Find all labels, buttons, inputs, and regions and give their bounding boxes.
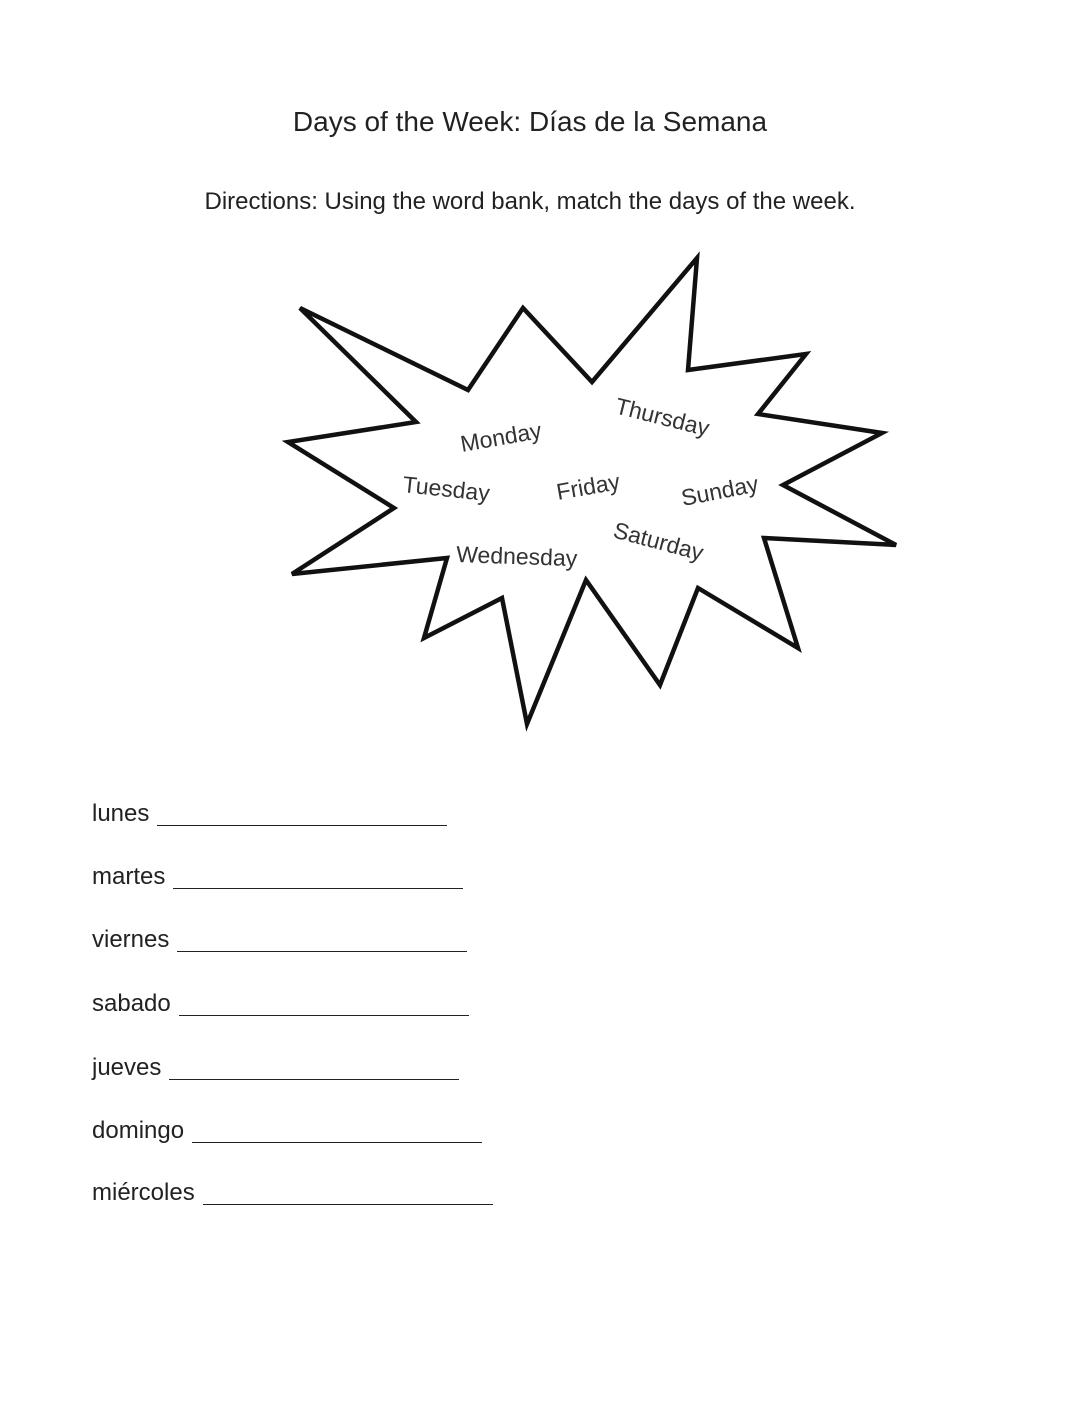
word-bank-tuesday: Tuesday (401, 471, 492, 507)
match-word: martes (92, 863, 166, 890)
answer-line[interactable] (169, 1079, 459, 1080)
answer-line[interactable] (192, 1142, 482, 1143)
match-item-domingo (92, 1117, 482, 1145)
match-item-jueves (92, 1054, 459, 1082)
answer-line[interactable] (173, 888, 463, 889)
word-bank-friday: Friday (554, 468, 622, 505)
answer-line[interactable] (177, 951, 467, 952)
answer-line[interactable] (157, 825, 447, 826)
word-bank-sunday: Sunday (678, 470, 761, 511)
directions-text: Directions: Using the word bank, match the days of the week. (204, 188, 856, 215)
word-bank-thursday: Thursday (612, 392, 713, 442)
answer-line[interactable] (203, 1204, 493, 1205)
match-word: domingo (92, 1117, 185, 1144)
match-item-lunes (92, 800, 447, 828)
match-item-sabado (92, 990, 469, 1018)
word-bank-saturday: Saturday (610, 516, 707, 566)
word-bank-monday: Monday (458, 417, 544, 457)
match-item-martes (92, 863, 463, 891)
page-title: Days of the Week: Días de la Semana (292, 106, 768, 137)
match-word: viernes (92, 926, 170, 953)
match-item-miercoles (92, 1179, 493, 1207)
match-word: jueves (92, 1054, 162, 1081)
match-item-viernes (92, 926, 467, 954)
word-bank-wednesday: Wednesday (455, 541, 578, 572)
match-word: lunes (92, 800, 150, 827)
answer-line[interactable] (179, 1015, 469, 1016)
match-word: miércoles (92, 1179, 195, 1206)
match-word: sabado (92, 990, 171, 1017)
